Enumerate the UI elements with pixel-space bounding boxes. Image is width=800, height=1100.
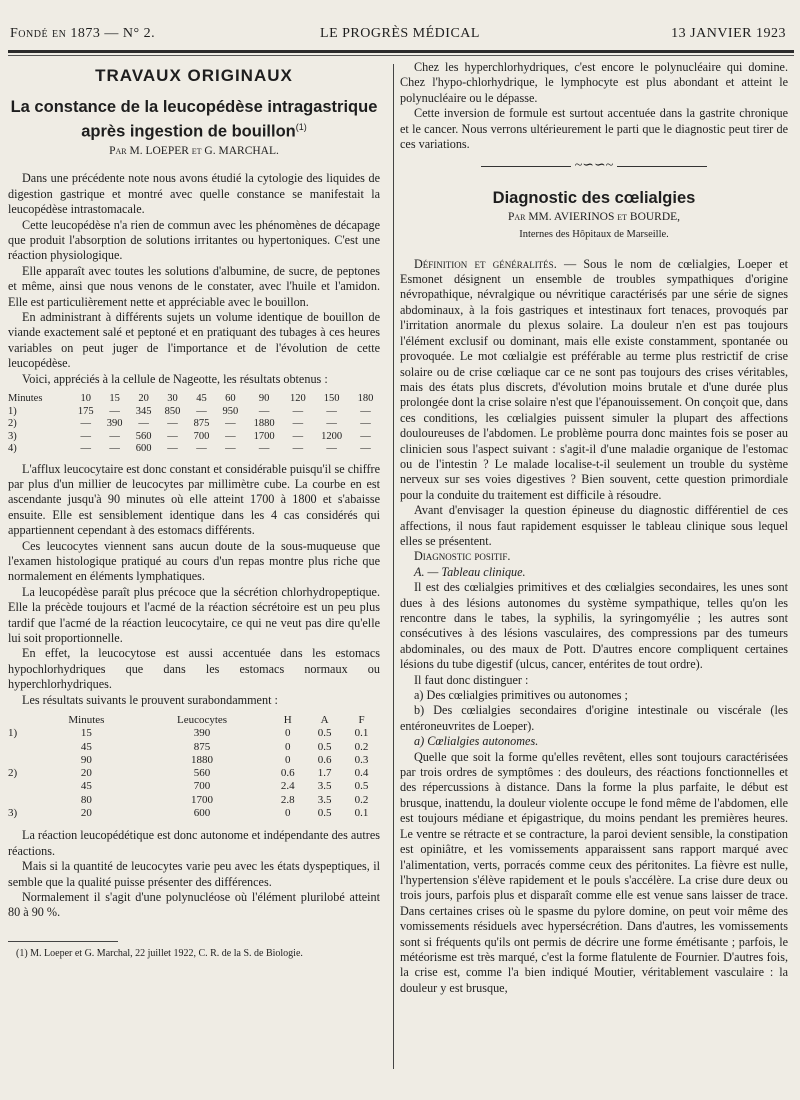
table-row bbox=[8, 794, 380, 807]
leucocyte-time-table bbox=[8, 393, 380, 456]
paragraph: Elle apparaît avec toutes les solutions d'albumine, de sucre, de peptones et même, ainsi que nous venons de le constater, avec l'huile et l'amidon. Elle est particulièrement nette et appréciable avec le bouillon. bbox=[8, 263, 380, 309]
paragraph: En effet, la leucocytose est aussi accentuée dans les estomacs hypochlorhydriques que dans les estomacs normaux ou hyperchlorhydriques. bbox=[8, 646, 380, 692]
list-item: b) Des cœlialgies secondaires d'origine intestinale ou viscérale (les entéroneuvrites de Loeper). bbox=[400, 703, 788, 733]
paragraph: La réaction leucopédétique est donc autonome et indépendante des autres réactions. bbox=[8, 828, 380, 858]
paragraph: En administrant à différents sujets un volume identique de bouillon de viande exactement salé et peptoné et en pratiquant des tubages à ces heures variables on peut juger de l'importance et de l'évolution de cette leucopédèse. bbox=[8, 309, 380, 371]
table-cell: 875 bbox=[193, 418, 210, 429]
table-cell: 0.1 bbox=[354, 727, 369, 740]
table-cell: 1) bbox=[8, 727, 18, 740]
table-cell: 45 bbox=[80, 740, 92, 753]
table-cell: 0 bbox=[284, 753, 291, 766]
table-cell bbox=[8, 754, 38, 767]
paragraph: La leucopédèse paraît plus précoce que la sécrétion chlorhydropeptique. Elle la précède toujours et l'acmé de la réaction sécrétoire est un peu plus tardif que l'acmé de la réaction leucocytaire, ce qui ne veut pas dire qu'elle lui soit proportionnelle. bbox=[8, 584, 380, 645]
table-cell: — bbox=[138, 418, 149, 429]
table-cell: — bbox=[80, 418, 91, 429]
ornament-divider bbox=[400, 158, 788, 173]
journal-title: LE PROGRÈS MÉDICAL bbox=[320, 26, 480, 41]
table-cell: 850 bbox=[164, 405, 181, 417]
table-header-cell: 180 bbox=[357, 393, 374, 404]
table-cell: 2.8 bbox=[280, 793, 295, 806]
table-header-cell: A bbox=[320, 714, 329, 726]
table-cell: 4) bbox=[8, 443, 17, 454]
table-header-cell: Minutes bbox=[8, 393, 43, 404]
table-cell: — bbox=[80, 443, 91, 454]
table-row bbox=[8, 443, 380, 456]
table-cell: — bbox=[109, 443, 120, 454]
byline-avierinos-bourde: Par MM. AVIERINOS et BOURDE, bbox=[507, 210, 681, 223]
table-cell: 20 bbox=[80, 767, 92, 780]
table-cell: — bbox=[196, 405, 207, 417]
table-cell: 2) bbox=[8, 767, 18, 780]
table-cell: 90 bbox=[80, 753, 92, 766]
table-cell: 600 bbox=[135, 443, 152, 454]
author-affiliation: Internes des Hôpitaux de Marseille. bbox=[519, 229, 669, 241]
table-cell: 1) bbox=[8, 405, 17, 417]
table-header-row bbox=[8, 393, 380, 406]
table-cell: — bbox=[196, 443, 207, 454]
table-row bbox=[8, 767, 380, 780]
table-header-cell: 45 bbox=[196, 393, 207, 404]
paragraph: Quelle que soit la forme qu'elles revêtent, elles sont toujours caractérisées par trois ordres de symptômes : des douleurs, des réactions fonctionnelles et des répercussions à distance. Dans la forme la plus parfaite, le début est brusque, inattendu, la douleur violente occupe le fond même de l'abdomen, elle est toujours médiane et épigastrique, du moins pendant les premières heures. Le ventre se rétracte et se contracture, la paroi devient sensible, la constipation est opiniâtre, et les vomissements apparaissent sans rapport marqué avec l'alimentation, verts, porracés comme ceux des péritonites. La fièvre est nulle, l'hypertension s'élève rapidement et le pouls s'accélère. La crise dure deux ou trois jours, parfois plus et disparaît comme elle est venue sans laisser de trace. Dans certaines crises où le spasme du pylore domine, on peut voir même des vomissements résiduels avec hypersécrétion. Dans d'autres, les vomissements sont si fréquents qu'ils ont permis de décrire une forme émétisante ; parfois, le météorisme est très marqué, c'est la forme flatulente de Fournier. D'autres fois, la crise est, comme l'a bien indiqué Moutier, véritablement vasculaire : la douleur y est brusque, bbox=[400, 749, 788, 995]
table-cell: 0.3 bbox=[354, 753, 369, 766]
table-header-cell: F bbox=[358, 714, 365, 726]
table-cell: 3) bbox=[8, 807, 18, 820]
article-title-leucopedese bbox=[8, 97, 380, 142]
paragraph: Normalement il s'agit d'une polynucléose où l'élément plurilobé atteint 80 à 90 %. bbox=[8, 890, 380, 920]
table-row bbox=[8, 418, 380, 431]
table-row bbox=[8, 406, 380, 419]
table-row bbox=[8, 754, 380, 767]
table-cell: 390 bbox=[106, 418, 123, 429]
running-head-left: Fondé en 1873 — N° 2. bbox=[10, 26, 156, 41]
table-header-cell: 15 bbox=[109, 393, 120, 404]
table-cell: 1880 bbox=[191, 753, 214, 766]
paragraph: Mais si la quantité de leucocytes varie peu avec les états dyspeptiques, il semble que la qualité puisse présenter des différences. bbox=[8, 859, 380, 889]
table-header-cell: H bbox=[283, 714, 292, 726]
table-header-cell: 120 bbox=[290, 393, 306, 404]
table-cell: 0.6 bbox=[317, 753, 332, 766]
table-header-cell: Leucocytes bbox=[176, 714, 228, 726]
paragraph: L'afflux leucocytaire est donc constant et considérable puisqu'il se chiffre par plus d'un millier de leucocytes par millimètre cube. La courbe en est ascendante jusqu'à 90 minutes où elle atteint 1700 à 1800 et s'abaisse ensuite. Elle est sensiblement identique dans les 4 cas considérés qui appartiennent cependant à des estomacs différents. bbox=[8, 461, 380, 538]
table-cell: 1880 bbox=[253, 418, 275, 429]
left-column bbox=[8, 60, 380, 960]
table-cell: — bbox=[292, 430, 304, 442]
table-cell: 1200 bbox=[321, 430, 343, 442]
table-cell: 3) bbox=[8, 430, 17, 442]
table-cell: — bbox=[258, 443, 270, 454]
table-cell: — bbox=[360, 443, 371, 454]
table-row bbox=[8, 807, 380, 820]
subheading-diagnostic-positif: Diagnostic positif. bbox=[414, 549, 511, 564]
table-cell: 1.7 bbox=[317, 767, 332, 780]
footnote-rule bbox=[8, 941, 118, 942]
paragraph: Avant d'envisager la question épineuse du diagnostic différentiel de ces affections, il nous faut rapidement esquisser le tableau clinique sous lequel elles se présentent. bbox=[400, 503, 788, 548]
running-head bbox=[0, 26, 800, 48]
table-cell: 0.5 bbox=[317, 727, 332, 740]
ornament-flourish-icon: ~∽∽~ bbox=[574, 158, 614, 174]
issue-date: 13 JANVIER 1923 bbox=[671, 26, 786, 41]
table-cell: — bbox=[109, 430, 120, 442]
paragraph: Cette inversion de formule est surtout accentuée dans la gastrite chronique et le cancer. Nous verrons ultérieurement le parti que le diagnostic peut tirer de ces variations. bbox=[400, 106, 788, 152]
paragraph: Il faut donc distinguer : bbox=[414, 672, 529, 687]
table-cell: — bbox=[80, 430, 91, 442]
table-cell: 560 bbox=[135, 430, 152, 442]
paragraph: Chez les hyperchlorhydriques, c'est encore le polynucléaire qui domine. Chez l'hypo-chlorhydrique, le lymphocyte est plus abondant et atteint le polynucléaire ou le dépasse. bbox=[400, 60, 788, 105]
continued-text bbox=[400, 60, 788, 152]
table-cell: 390 bbox=[193, 727, 211, 740]
table-cell: 1700 bbox=[191, 793, 214, 806]
table-row bbox=[8, 727, 380, 740]
table-header-cell: 60 bbox=[225, 393, 236, 404]
article-title-text: La constance de la leucopédèse intragastrique après ingestion de bouillon bbox=[10, 98, 378, 141]
table-cell: 0.2 bbox=[354, 793, 369, 806]
table-cell: — bbox=[326, 443, 337, 454]
paragraph: Voici, appréciés à la cellule de Nageotte, les résultats obtenus : bbox=[22, 371, 328, 386]
table-cell: — bbox=[225, 443, 236, 454]
table-cell: 0 bbox=[284, 740, 291, 753]
table-cell: 0.5 bbox=[354, 780, 369, 793]
table-cell bbox=[8, 780, 38, 793]
table-cell: 875 bbox=[193, 740, 211, 753]
secretion-results-table bbox=[8, 714, 380, 820]
table-cell: — bbox=[258, 405, 270, 417]
column-divider bbox=[393, 64, 394, 1069]
section-heading: TRAVAUX ORIGINAUX bbox=[95, 66, 293, 85]
table-cell: 0 bbox=[284, 727, 291, 740]
paragraph: Cette leucopédèse n'a rien de commun avec les phénomènes de décapage que produit l'absorption de solutions irritantes ou hypertoniques. C'est une réaction physiologique. bbox=[8, 217, 380, 263]
definition-paragraph bbox=[400, 257, 788, 504]
table-cell: 345 bbox=[135, 405, 152, 417]
definition-lead: Définition et généralités. bbox=[414, 256, 557, 271]
table-cell: 45 bbox=[80, 780, 92, 793]
table-cell: 700 bbox=[193, 780, 211, 793]
table-cell bbox=[8, 794, 38, 807]
table-cell: — bbox=[360, 418, 371, 429]
subheading-coelialgies-autonomes: a) Cœlialgies autonomes. bbox=[414, 734, 539, 749]
header-rule-thin bbox=[8, 55, 794, 56]
table-cell: 0.5 bbox=[317, 740, 332, 753]
body-text-c bbox=[8, 828, 380, 920]
table-cell: — bbox=[360, 430, 371, 442]
table-cell: — bbox=[167, 443, 178, 454]
table-row bbox=[8, 431, 380, 444]
table-cell: 0.6 bbox=[280, 767, 295, 780]
table-row bbox=[8, 780, 380, 793]
right-column bbox=[400, 60, 788, 996]
table-cell: 0 bbox=[284, 807, 291, 820]
table-header-cell: Minutes bbox=[68, 714, 105, 726]
table-header-cell: 10 bbox=[80, 393, 91, 404]
table-header-cell: 150 bbox=[323, 393, 340, 404]
table-header-cell: 30 bbox=[167, 393, 178, 404]
table-cell: — bbox=[167, 430, 178, 442]
table-cell: — bbox=[109, 405, 120, 417]
table-header-row bbox=[8, 714, 380, 727]
table-cell: — bbox=[292, 443, 304, 454]
header-rule-thick bbox=[8, 50, 794, 53]
table-cell: 950 bbox=[222, 405, 239, 417]
ornament-line-right bbox=[617, 166, 707, 167]
table-header-cell bbox=[8, 714, 38, 727]
table-cell: 0.2 bbox=[354, 740, 369, 753]
table-cell: 0.5 bbox=[317, 807, 332, 820]
footnote: (1) M. Loeper et G. Marchal, 22 juillet 1922, C. R. de la S. de Biologie. bbox=[16, 947, 303, 959]
article-title-coelialgies: Diagnostic des cœlialgies bbox=[492, 188, 696, 207]
ornament-line-left bbox=[481, 166, 571, 167]
body-text-b bbox=[8, 462, 380, 709]
title-footnote-mark: (1) bbox=[295, 122, 307, 133]
table-cell: 1700 bbox=[253, 430, 275, 442]
table-cell: 600 bbox=[193, 807, 211, 820]
table-header-cell: 90 bbox=[258, 393, 270, 404]
table-cell: 0.1 bbox=[354, 807, 369, 820]
table-cell: — bbox=[326, 418, 337, 429]
table-cell: 2.4 bbox=[280, 780, 295, 793]
table-cell: — bbox=[360, 405, 371, 417]
table-cell: — bbox=[292, 405, 304, 417]
table-cell: — bbox=[326, 405, 337, 417]
body-text-a bbox=[8, 171, 380, 387]
table-row bbox=[8, 741, 380, 754]
table-cell: — bbox=[167, 418, 178, 429]
table-cell: 700 bbox=[193, 430, 210, 442]
table-cell: 175 bbox=[77, 405, 94, 417]
subheading-tableau-clinique: A. — Tableau clinique. bbox=[414, 564, 526, 579]
table-cell: 15 bbox=[80, 727, 92, 740]
table-cell: — bbox=[292, 418, 304, 429]
definition-text: — Sous le nom de cœlialgies, Loeper et Esmonet désignent un ensemble de troubles sympathiques d'origine névropathique, névralgique ou névritique caractérisés par une série de signes abdominaux, à la fois gastriques et intestinaux fort tenaces, provoqués par l'irritation anormale du plexus solaire. La douleur n'en est pas toujours l'élément exclusif ou dominant, mais elle existe constamment, spontanée ou provoquée. Le mot cœlialgie est préférable au terme plus restrictif de crise solaire ou de crise cœliaque car ce ne sont pas toujours des crises véritables, mais des états plus discrets, d'évolution moins brutale et d'une durée plus prolongée dont la crise solaire n'est que l'épanouissement. On conçoit que, dans ces conditions, les cœlialgies puissent simuler la plupart des affections douloureuses de l'abdomen. Le problème pourra donc maintes fois se poser au clinicien sous l'aspect suivant : s'agit-il d'une maladie organique de l'estomac ou de l'intestin ? Le malade localise-t-il seulement un trouble du système nerveux sur ses voies digestives ? Bien souvent, cette question primordiale pour la conduite du traitement est difficile à résoudre. bbox=[400, 256, 789, 502]
table-cell: 0.4 bbox=[354, 767, 369, 780]
table-cell: 3.5 bbox=[317, 793, 332, 806]
table-cell: 2) bbox=[8, 418, 17, 429]
byline-loeper-marchal: Par M. LOEPER et G. MARCHAL. bbox=[109, 144, 279, 157]
table-cell: 3.5 bbox=[317, 780, 332, 793]
list-item: a) Des cœlialgies primitives ou autonomes ; bbox=[414, 688, 628, 703]
table-cell: 20 bbox=[80, 807, 92, 820]
table-header-cell: 20 bbox=[138, 393, 149, 404]
paragraph: Les résultats suivants le prouvent surabondamment : bbox=[22, 692, 278, 707]
paragraph: Il est des cœlialgies primitives et des cœlialgies secondaires, les unes sont dues à des lésions autonomes du système sympathique, telles qu'on les rencontre dans le tabes, la syphilis, la syringomyélie ; les autres sont consécutives à des lésions vasculaires, des compressions par des tumeurs abdominales, ou des maux de Pott. D'autres encore compliquent certaines lésions du tube digestif (ulcus, cancer, entérites de tout ordre). bbox=[400, 580, 788, 672]
table-cell: 80 bbox=[80, 793, 92, 806]
paragraph: Dans une précédente note nous avons étudié la cytologie des liquides de digestion gastrique et montré avec quelle constance se manifestait la leucopédèse intrastomacale. bbox=[8, 171, 380, 217]
table-cell: — bbox=[225, 430, 236, 442]
table-cell: — bbox=[225, 418, 236, 429]
table-cell bbox=[8, 741, 38, 754]
paragraph: Ces leucocytes viennent sans aucun doute de la sous-muqueuse que l'examen histologique pratiqué au cours d'un repas montre plus riche que normalement en éléments lymphatiques. bbox=[8, 538, 380, 584]
table-cell: 560 bbox=[193, 767, 211, 780]
